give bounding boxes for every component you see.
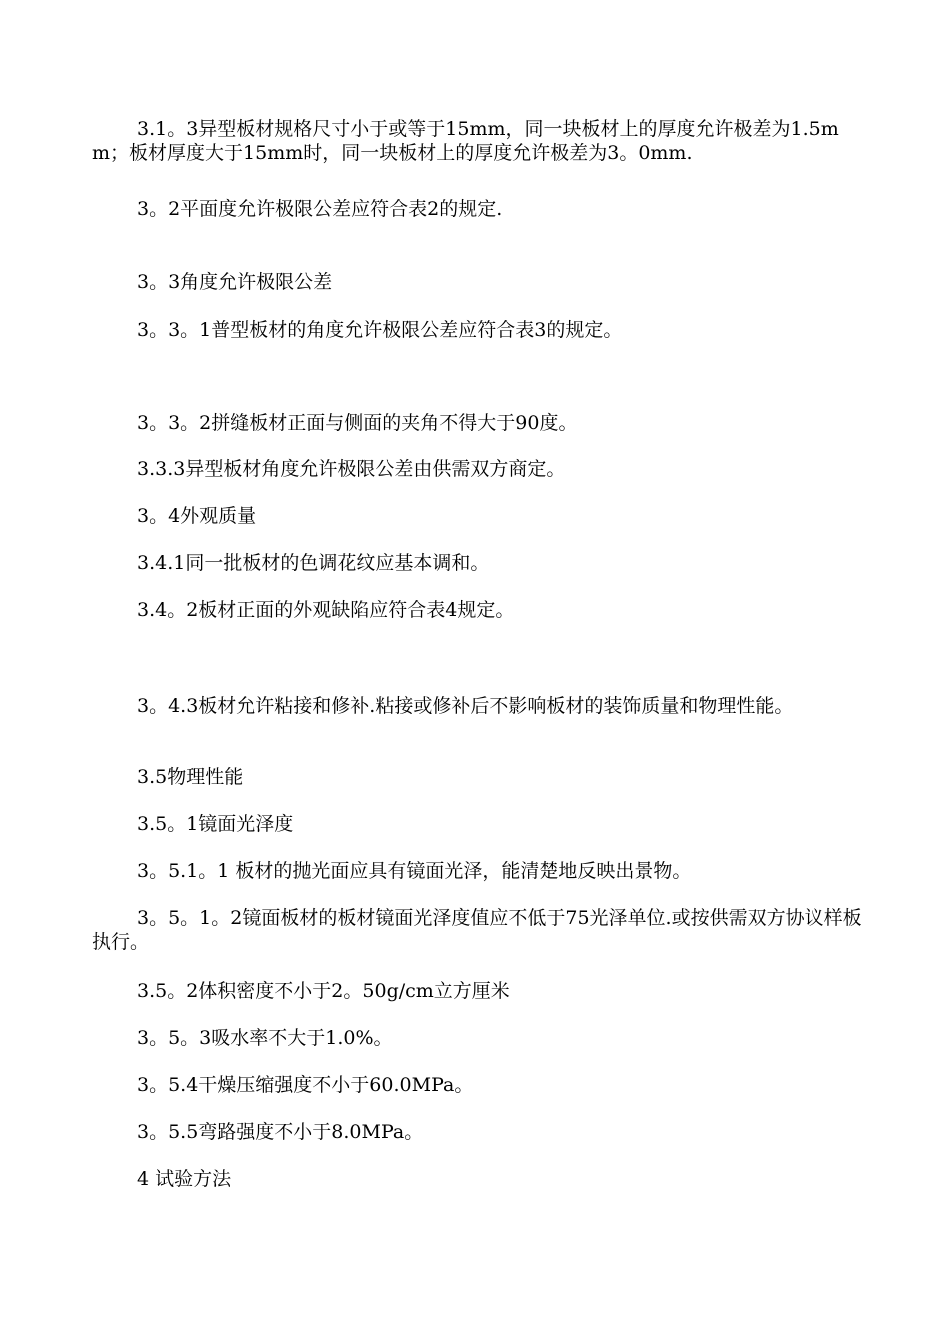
paragraph-3-3: 3。3角度允许极限公差: [137, 271, 333, 293]
paragraph-3-3-3: 3.3.3异型板材角度允许极限公差由供需双方商定。: [137, 458, 566, 480]
paragraph-3-5-4: 3。5.4干燥压缩强度不小于60.0MPa。: [137, 1074, 474, 1096]
paragraph-3-5-1-2: 3。5。1。2镜面板材的板材镜面光泽度值应不低于75光泽单位.或按供需双方协议样板执行。: [92, 907, 862, 953]
paragraph-3-5-5: 3。5.5弯路强度不小于8.0MPa。: [137, 1121, 424, 1143]
paragraph-3-2: 3。2平面度允许极限公差应符合表2的规定.: [137, 198, 503, 220]
section-heading-4: 4 试验方法: [137, 1168, 232, 1190]
paragraph-3-3-2: 3。3。2拼缝板材正面与侧面的夹角不得大于90度。: [137, 412, 578, 434]
paragraph-3-5-3: 3。5。3吸水率不大于1.0%。: [137, 1027, 393, 1049]
paragraph-3-4-2: 3.4。2板材正面的外观缺陷应符合表4规定。: [137, 599, 515, 621]
paragraph-3-1-3: 3.1。3异型板材规格尺寸小于或等于15mm，同一块板材上的厚度允许极差为1.5mm；板材厚度大于15mm时，同一块板材上的厚度允许极差为3。0mm.: [92, 118, 839, 164]
paragraph-3-5-1: 3.5。1镜面光泽度: [137, 813, 294, 835]
paragraph-3-4-3: 3。4.3板材允许粘接和修补.粘接或修补后不影响板材的装饰质量和物理性能。: [137, 695, 794, 717]
paragraph-3-5: 3.5物理性能: [137, 766, 244, 788]
paragraph-3-5-2: 3.5。2体积密度不小于2。50g/cm立方厘米: [137, 980, 510, 1002]
paragraph-3-4-1: 3.4.1同一批板材的色调花纹应基本调和。: [137, 552, 490, 574]
paragraph-3-5-1-1: 3。5.1。1 板材的抛光面应具有镜面光泽，能清楚地反映出景物。: [137, 860, 692, 882]
paragraph-3-4: 3。4外观质量: [137, 505, 257, 527]
paragraph-3-3-1: 3。3。1普型板材的角度允许极限公差应符合表3的规定。: [137, 319, 623, 341]
